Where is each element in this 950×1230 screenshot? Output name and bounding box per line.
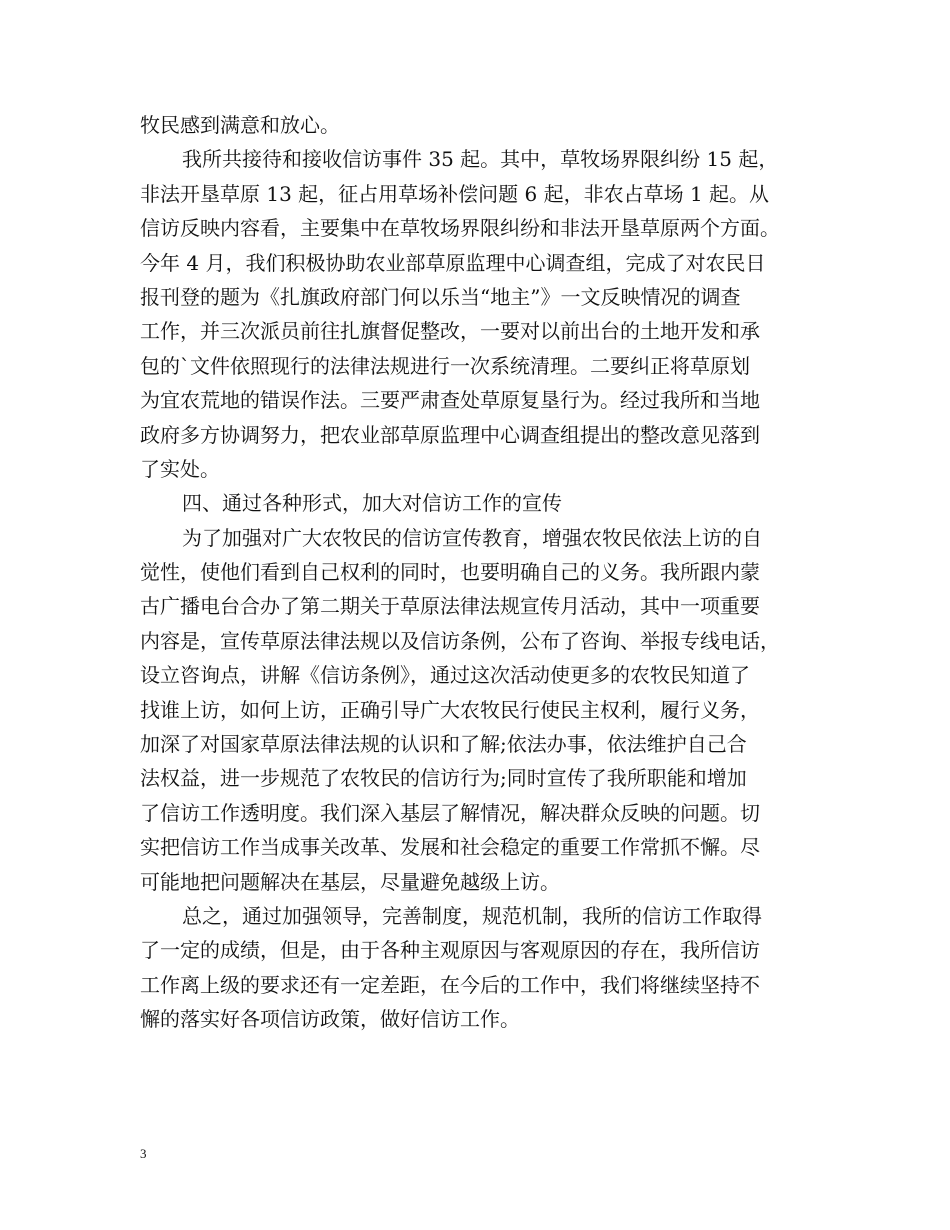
text-line: 了实处。 [140, 456, 220, 481]
text-line: 法权益，进一步规范了农牧民的信访行为;同时宣传了我所职能和增加 [140, 766, 747, 791]
text-line: 设立咨询点，讲解《信访条例》，通过这次活动使更多的农牧民知道了 [140, 663, 750, 688]
text-line: 内容是，宣传草原法律法规以及信访条例，公布了咨询、举报专线电话， [140, 628, 780, 653]
text-line: 政府多方协调努力，把农业部草原监理中心调查组提出的整改意见落到 [140, 422, 760, 447]
text-line: 觉性，使他们看到自己权利的同时，也要明确自己的义务。我所跟内蒙 [140, 560, 760, 585]
text-line: 工作，并三次派员前往扎旗督促整改，一要对以前出台的土地开发和承 [140, 319, 760, 344]
paragraph-start-line: 为了加强对广大农牧民的信访宣传教育，增强农牧民依法上访的自 [182, 525, 762, 550]
text-line: 包的`文件依照现行的法律法规进行一次系统清理。二要纠正将草原划 [140, 353, 750, 378]
text-line: 实把信访工作当成事关改革、发展和社会稳定的重要工作常抓不懈。尽 [140, 835, 760, 860]
text-line: 可能地把问题解决在基层，尽量避免越级上访。 [140, 869, 560, 894]
text-line: 工作离上级的要求还有一定差距，在今后的工作中，我们将继续坚持不 [140, 972, 760, 997]
text-line: 牧民感到满意和放心。 [140, 113, 340, 137]
paragraph-start-line: 我所共接待和接收信访事件 35 起。其中，草牧场界限纠纷 15 起， [182, 147, 779, 172]
section-heading: 四、通过各种形式，加大对信访工作的宣传 [182, 491, 562, 516]
page-number: 3 [140, 1146, 147, 1161]
text-line: 了一定的成绩，但是，由于各种主观原因与客观原因的存在，我所信访 [140, 938, 760, 963]
text-line: 古广播电台合办了第二期关于草原法律法规宣传月活动，其中一项重要 [140, 594, 760, 619]
body-text [140, 108, 820, 1037]
text-line: 为宜农荒地的错误作法。三要严肃查处草原复垦行为。经过我所和当地 [140, 388, 760, 413]
text-line: 懈的落实好各项信访政策，做好信访工作。 [140, 1007, 520, 1032]
text-line: 信访反映内容看，主要集中在草牧场界限纠纷和非法开垦草原两个方面。 [140, 216, 780, 241]
text-line: 非法开垦草原 13 起，征占用草场补偿问题 6 起，非农占草场 1 起。从 [140, 181, 770, 206]
text-line: 了信访工作透明度。我们深入基层了解情况，解决群众反映的问题。切 [140, 800, 760, 825]
text-line: 报刊登的题为《扎旗政府部门何以乐当“地主”》一文反映情况的调查 [140, 284, 741, 309]
paragraph-start-line: 总之，通过加强领导，完善制度，规范机制，我所的信访工作取得 [182, 903, 762, 928]
text-line: 找谁上访，如何上访，正确引导广大农牧民行使民主权利，履行义务， [140, 697, 760, 722]
text-line: 加深了对国家草原法律法规的认识和了解;依法办事，依法维护自己合 [140, 732, 747, 757]
text-line: 今年 4 月，我们积极协助农业部草原监理中心调查组，完成了对农民日 [140, 250, 766, 275]
